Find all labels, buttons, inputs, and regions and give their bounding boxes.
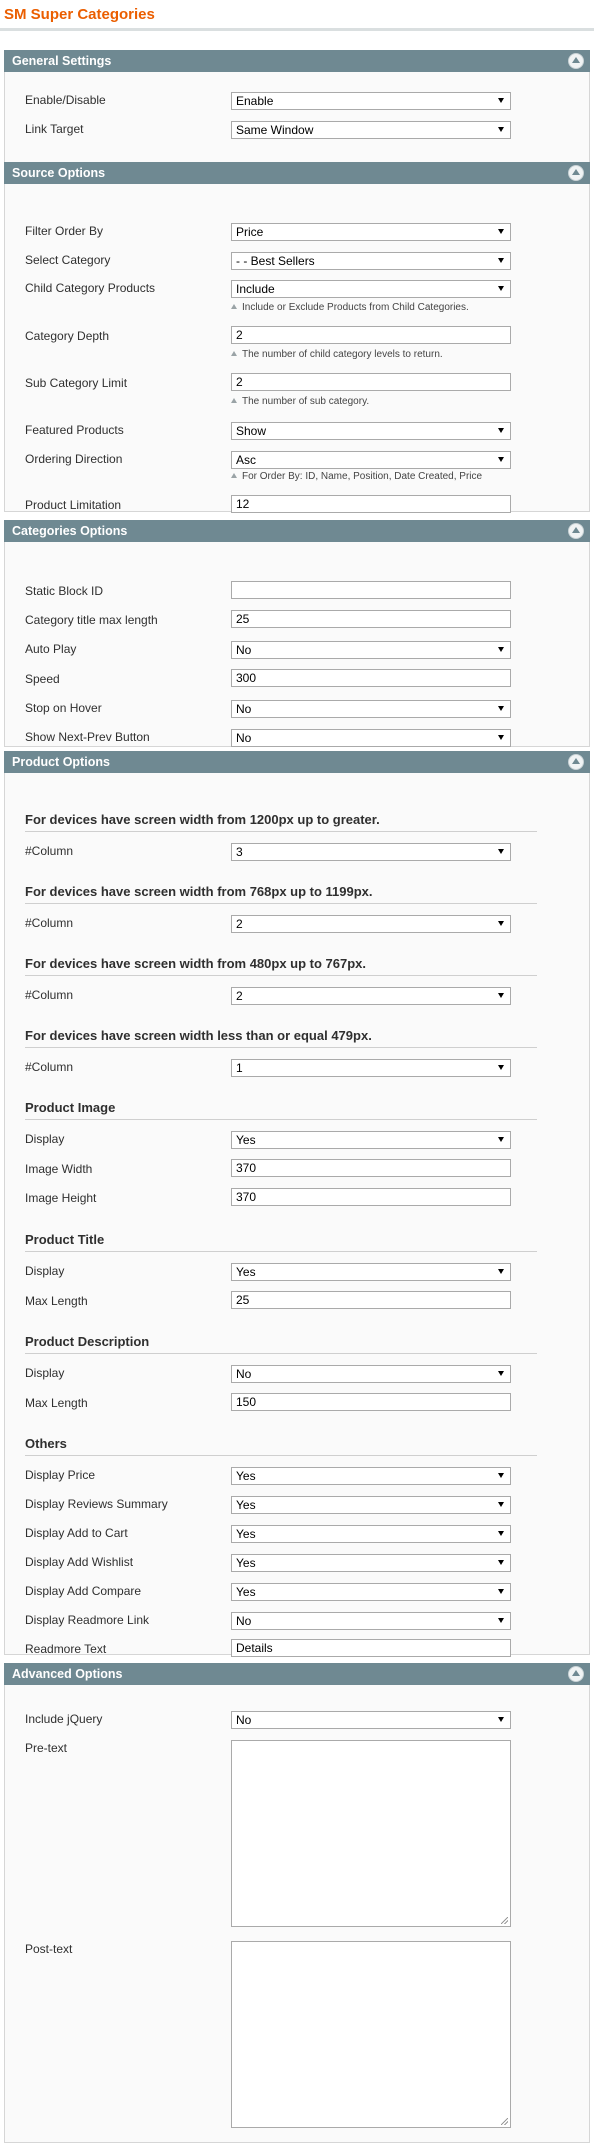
source-options-section — [4, 162, 590, 512]
source-options-header[interactable] — [4, 162, 590, 184]
next-prev-select[interactable]: No — [231, 729, 511, 747]
categories-options-body — [4, 542, 590, 747]
readmore-text-input[interactable]: Details — [231, 1639, 511, 1657]
device-heading-xsmall: For devices have screen width less than or equal 479px. — [25, 1028, 537, 1048]
filter-order-label: Filter Order By — [25, 224, 104, 238]
category-depth-note — [231, 349, 443, 360]
collapse-toggle-icon[interactable] — [568, 754, 584, 770]
general-settings-body — [4, 72, 590, 172]
section-title: Source Options — [12, 166, 106, 180]
collapse-toggle-icon[interactable] — [568, 1666, 584, 1682]
display-add-wishlist-label: Display Add Wishlist — [25, 1555, 134, 1569]
sub-category-limit-note — [231, 396, 369, 407]
image-height-label: Image Height — [25, 1191, 97, 1205]
static-block-label: Static Block ID — [25, 584, 104, 598]
display-add-to-cart-label: Display Add to Cart — [25, 1526, 128, 1540]
note-arrow-icon — [231, 473, 237, 478]
advanced-options-header[interactable] — [4, 1663, 590, 1685]
title-max-length-label: Max Length — [25, 1294, 88, 1308]
collapse-toggle-icon[interactable] — [568, 53, 584, 69]
column-select-small[interactable]: 2 — [231, 987, 511, 1005]
child-products-label: Child Category Products — [25, 281, 156, 295]
note-text: Include or Exclude Products from Child Categories. — [242, 302, 469, 313]
product-limitation-label: Product Limitation — [25, 498, 122, 512]
product-limitation-input[interactable]: 12 — [231, 495, 511, 513]
note-text: For Order By: ID, Name, Position, Date Created, Price — [242, 471, 483, 482]
column-label: #Column — [25, 1060, 74, 1074]
display-readmore-label: Display Readmore Link — [25, 1613, 150, 1627]
category-title-max-input[interactable]: 25 — [231, 610, 511, 628]
display-add-compare-select[interactable]: Yes — [231, 1583, 511, 1601]
description-display-select[interactable]: No — [231, 1365, 511, 1383]
display-readmore-select[interactable]: No — [231, 1612, 511, 1630]
speed-input[interactable]: 300 — [231, 669, 511, 687]
source-options-body — [4, 184, 590, 512]
include-jquery-select[interactable]: No — [231, 1711, 511, 1729]
link-target-label: Link Target — [25, 122, 84, 136]
category-title-max-label: Category title max length — [25, 613, 158, 627]
category-depth-label: Category Depth — [25, 329, 110, 343]
description-max-length-input[interactable]: 150 — [231, 1393, 511, 1411]
product-description-heading: Product Description — [25, 1334, 537, 1354]
column-label: #Column — [25, 844, 74, 858]
auto-play-label: Auto Play — [25, 642, 77, 656]
product-image-heading: Product Image — [25, 1100, 537, 1120]
product-options-header[interactable] — [4, 751, 590, 773]
ordering-direction-note — [231, 471, 482, 482]
column-select-xsmall[interactable]: 1 — [231, 1059, 511, 1077]
advanced-options-section — [4, 1663, 590, 2143]
post-text-textarea[interactable] — [231, 1941, 511, 2128]
note-text: The number of sub category. — [242, 396, 370, 407]
categories-options-section — [4, 520, 590, 747]
display-add-to-cart-select[interactable]: Yes — [231, 1525, 511, 1543]
speed-label: Speed — [25, 672, 60, 686]
auto-play-select[interactable]: No — [231, 641, 511, 659]
column-label: #Column — [25, 988, 74, 1002]
display-reviews-label: Display Reviews Summary — [25, 1497, 168, 1511]
others-heading: Others — [25, 1436, 537, 1456]
display-add-compare-label: Display Add Compare — [25, 1584, 142, 1598]
enable-select[interactable]: Enable — [231, 92, 511, 110]
select-category-select[interactable]: - - Best Sellers — [231, 252, 511, 270]
readmore-text-label: Readmore Text — [25, 1642, 107, 1656]
advanced-options-body — [4, 1685, 590, 2143]
display-price-label: Display Price — [25, 1468, 96, 1482]
note-arrow-icon — [231, 398, 237, 403]
image-display-select[interactable]: Yes — [231, 1131, 511, 1149]
featured-products-label: Featured Products — [25, 423, 124, 437]
page-title: SM Super Categories — [4, 6, 155, 23]
section-title: Categories Options — [12, 524, 128, 538]
note-arrow-icon — [231, 351, 237, 356]
stop-on-hover-label: Stop on Hover — [25, 701, 102, 715]
next-prev-label: Show Next-Prev Button — [25, 730, 150, 744]
stop-on-hover-select[interactable]: No — [231, 700, 511, 718]
title-display-select[interactable]: Yes — [231, 1263, 511, 1281]
note-arrow-icon — [231, 304, 237, 309]
static-block-input[interactable] — [231, 581, 511, 599]
column-label: #Column — [25, 916, 74, 930]
image-display-label: Display — [25, 1132, 65, 1146]
display-add-wishlist-select[interactable]: Yes — [231, 1554, 511, 1572]
image-width-label: Image Width — [25, 1162, 93, 1176]
title-max-length-input[interactable]: 25 — [231, 1291, 511, 1309]
sub-category-limit-input[interactable]: 2 — [231, 373, 511, 391]
category-depth-input[interactable]: 2 — [231, 326, 511, 344]
collapse-toggle-icon[interactable] — [568, 523, 584, 539]
display-reviews-select[interactable]: Yes — [231, 1496, 511, 1514]
sub-category-limit-label: Sub Category Limit — [25, 376, 128, 390]
description-max-length-label: Max Length — [25, 1396, 88, 1410]
title-display-label: Display — [25, 1264, 65, 1278]
include-jquery-label: Include jQuery — [25, 1712, 103, 1726]
title-divider — [0, 28, 594, 31]
image-width-input[interactable]: 370 — [231, 1159, 511, 1177]
note-text: The number of child category levels to return. — [242, 349, 443, 360]
select-category-label: Select Category — [25, 253, 111, 267]
link-target-select[interactable]: Same Window — [231, 121, 511, 139]
categories-options-header[interactable] — [4, 520, 590, 542]
device-heading-large: For devices have screen width from 1200px up to greater. — [25, 812, 537, 832]
collapse-toggle-icon[interactable] — [568, 165, 584, 181]
general-settings-header[interactable] — [4, 50, 590, 72]
pre-text-textarea[interactable] — [231, 1740, 511, 1927]
product-title-heading: Product Title — [25, 1232, 537, 1252]
featured-products-select[interactable]: Show — [231, 422, 511, 440]
display-price-select[interactable]: Yes — [231, 1467, 511, 1485]
general-settings-section — [4, 50, 590, 172]
enable-label: Enable/Disable — [25, 93, 106, 107]
section-title: Advanced Options — [12, 1667, 123, 1681]
ordering-direction-label: Ordering Direction — [25, 452, 123, 466]
product-options-body — [4, 773, 590, 1655]
filter-order-select[interactable]: Price — [231, 223, 511, 241]
device-heading-medium: For devices have screen width from 768px up to 1199px. — [25, 884, 537, 904]
section-title: General Settings — [12, 54, 112, 68]
pre-text-label: Pre-text — [25, 1741, 68, 1755]
section-title: Product Options — [12, 755, 110, 769]
product-options-section — [4, 751, 590, 1655]
description-display-label: Display — [25, 1366, 65, 1380]
column-select-medium[interactable]: 2 — [231, 915, 511, 933]
image-height-input[interactable]: 370 — [231, 1188, 511, 1206]
child-products-select[interactable]: Include — [231, 280, 511, 298]
device-heading-small: For devices have screen width from 480px up to 767px. — [25, 956, 537, 976]
post-text-label: Post-text — [25, 1942, 73, 1956]
column-select-large[interactable]: 3 — [231, 843, 511, 861]
child-products-note — [231, 302, 469, 313]
ordering-direction-select[interactable]: Asc — [231, 451, 511, 469]
